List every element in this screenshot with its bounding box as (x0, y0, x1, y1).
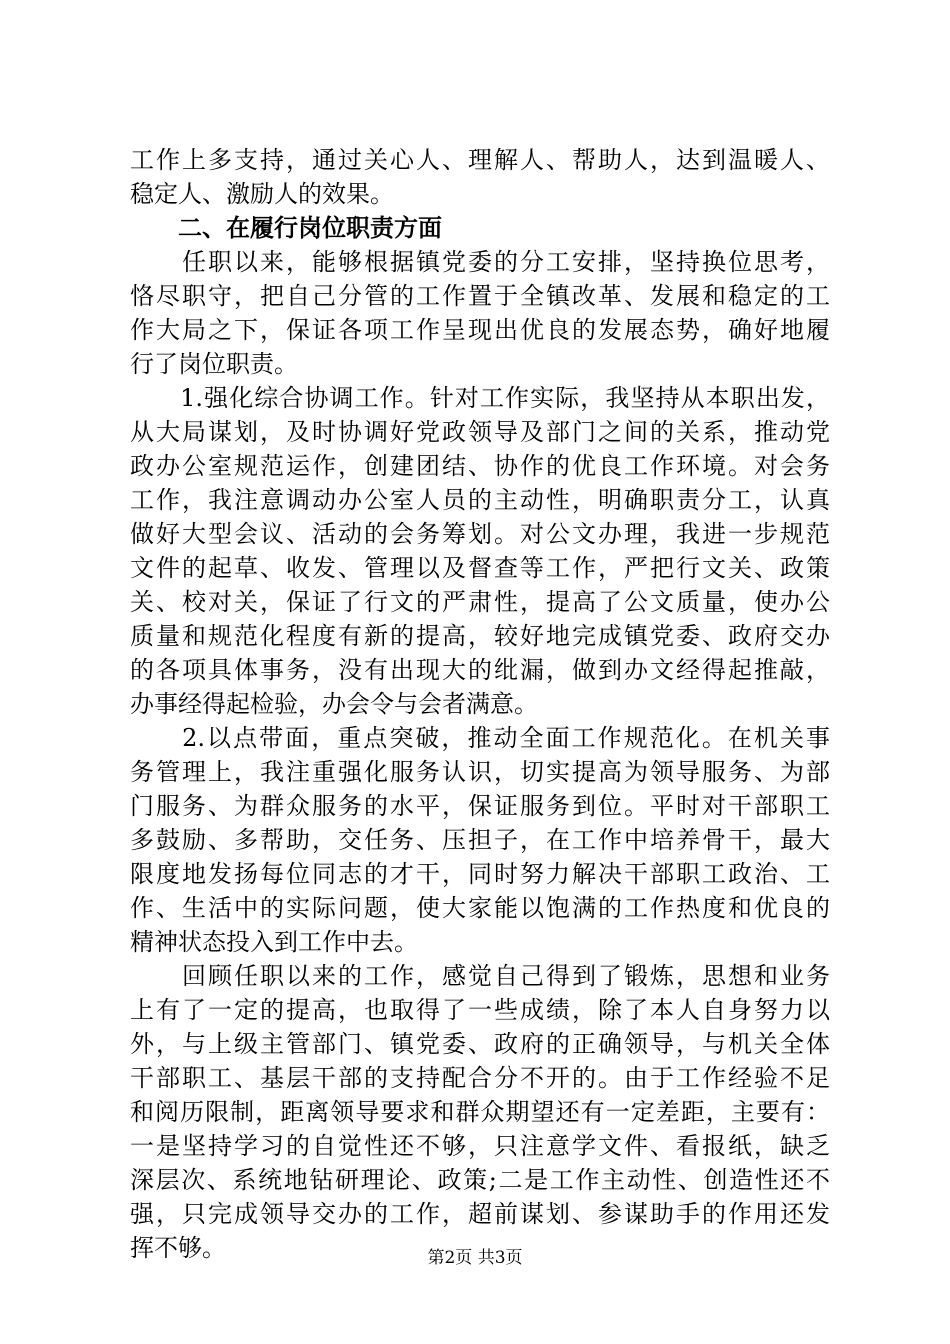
text-line: 强，只完成领导交办的工作，超前谋划、参谋助手的作用还发 (130, 1200, 830, 1228)
text-line: 工作上多支持，通过关心人、理解人、帮助人，达到温暖人、 (130, 146, 830, 174)
text-line: 2.以点带面，重点突破，推动全面工作规范化。在机关事 (130, 724, 830, 752)
text-line: 务管理上，我注重强化服务认识，切实提高为领导服务、为部 (130, 758, 830, 786)
text-line: 的各项具体事务，没有出现大的纰漏，做到办文经得起推敲， (130, 656, 830, 684)
text-line: 干部职工、基层干部的支持配合分不开的。由于工作经验不足 (130, 1064, 830, 1092)
text-line: 作、生活中的实际问题，使大家能以饱满的工作热度和优良的 (130, 894, 830, 922)
paragraph-continuation (130, 143, 830, 211)
text-line: 从大局谋划，及时协调好党政领导及部门之间的关系，推动党 (130, 418, 830, 446)
text-line: 行了岗位职责。 (130, 350, 298, 378)
text-line: 回顾任职以来的工作，感觉自己得到了锻炼，思想和业务 (130, 962, 830, 990)
text-line: 1.强化综合协调工作。针对工作实际，我坚持从本职出发， (130, 384, 830, 412)
text-line: 工作，我注意调动办公室人员的主动性，明确职责分工，认真 (130, 486, 830, 514)
page-footer: 第2页 共3页 (427, 1248, 523, 1268)
text-line: 深层次、系统地钻研理论、政策;二是工作主动性、创造性还不 (130, 1166, 830, 1194)
text-line: 任职以来，能够根据镇党委的分工安排，坚持换位思考， (130, 248, 830, 276)
text-line: 精神状态投入到工作中去。 (130, 928, 418, 956)
text-line: 门服务、为群众服务的水平，保证服务到位。平时对干部职工 (130, 792, 830, 820)
text-line: 关、校对关，保证了行文的严肃性，提高了公文质量，使办公 (130, 588, 830, 616)
text-line: 挥不够。 (130, 1234, 226, 1262)
text-line: 质量和规范化程度有新的提高，较好地完成镇党委、政府交办 (130, 622, 830, 650)
paragraph-review (130, 959, 830, 1265)
text-line: 作大局之下，保证各项工作呈现出优良的发展态势，确好地履 (130, 316, 830, 344)
text-line: 限度地发扬每位同志的才干，同时努力解决干部职工政治、工 (130, 860, 830, 888)
text-line: 政办公室规范运作，创建团结、协作的优良工作环境。对会务 (130, 452, 830, 480)
text-line: 稳定人、激励人的效果。 (130, 180, 394, 208)
text-line: 文件的起草、收发、管理以及督查等工作，严把行文关、政策 (130, 554, 830, 582)
paragraph-item-1 (130, 381, 830, 721)
section-heading: 二、在履行岗位职责方面 (178, 214, 442, 242)
text-line: 上有了一定的提高，也取得了一些成绩，除了本人自身努力以 (130, 996, 830, 1024)
text-line: 多鼓励、多帮助，交任务、压担子，在工作中培养骨干，最大 (130, 826, 830, 854)
paragraph-item-2 (130, 721, 830, 959)
text-line: 外，与上级主管部门、镇党委、政府的正确领导，与机关全体 (130, 1030, 830, 1058)
document-body (130, 143, 830, 1265)
text-line: 恪尽职守，把自己分管的工作置于全镇改革、发展和稳定的工 (130, 282, 830, 310)
text-line: 和阅历限制，距离领导要求和群众期望还有一定差距，主要有： (130, 1098, 830, 1126)
text-line: 做好大型会议、活动的会务筹划。对公文办理，我进一步规范 (130, 520, 830, 548)
text-line: 一是坚持学习的自觉性还不够，只注意学文件、看报纸，缺乏 (130, 1132, 830, 1160)
text-line: 办事经得起检验，办会令与会者满意。 (130, 690, 538, 718)
paragraph-intro (130, 245, 830, 381)
